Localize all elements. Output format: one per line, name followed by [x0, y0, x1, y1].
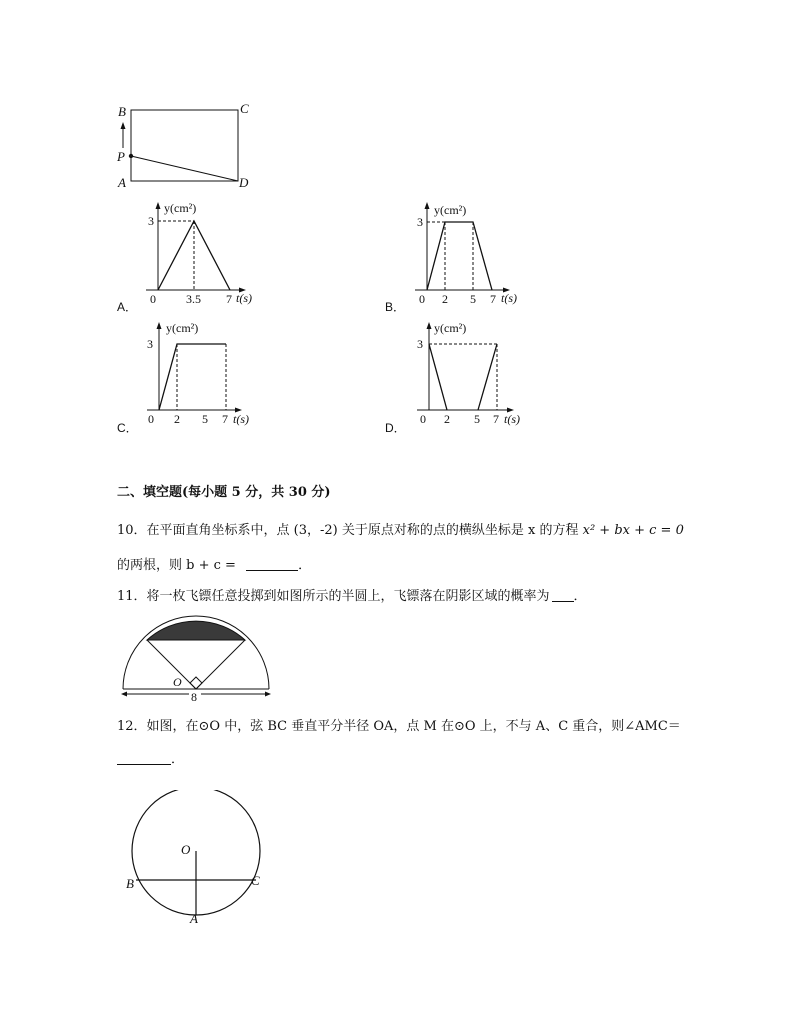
label-A: A: [118, 175, 126, 190]
label-C: C: [240, 101, 249, 116]
graph-D-tick-0: 0: [420, 412, 426, 426]
graph-C: [142, 318, 272, 430]
graph-B-line: [427, 222, 492, 290]
graph-D-line-left: [429, 344, 447, 410]
graph-D-xlabel: t(s): [504, 412, 520, 426]
q10-end: ．: [298, 558, 312, 573]
question-11: [117, 587, 587, 606]
graph-C-xlabel: t(s): [233, 412, 249, 426]
semicircle-length: 8: [191, 690, 197, 704]
semicircle-label-O: O: [173, 675, 182, 689]
graph-C-ylabel: y(cm²): [166, 321, 199, 335]
graph-C-tick-2: 5: [202, 412, 208, 426]
graph-B-tick-3: 7: [490, 292, 496, 306]
graph-C-tick-3: 7: [222, 412, 228, 426]
graph-B: [410, 198, 540, 310]
option-A-label: A．: [117, 300, 138, 314]
graph-C-tick-1: 2: [174, 412, 180, 426]
question-12-line-2: [117, 750, 184, 769]
graph-C-line: [159, 344, 226, 410]
graph-C-ymax: 3: [147, 337, 153, 351]
label-B: B: [118, 104, 126, 119]
graph-B-tick-2: 5: [470, 292, 476, 306]
option-C-label: C．: [117, 421, 138, 435]
option-D-label: D．: [385, 421, 406, 435]
graph-D-tick-1: 2: [444, 412, 450, 426]
graph-B-ylabel: y(cm²): [434, 203, 467, 217]
graph-D-line-right: [478, 344, 497, 410]
graph-D-tick-3: 7: [493, 412, 499, 426]
label-P: P: [117, 149, 125, 164]
question-12: [117, 718, 681, 736]
circle-label-A: A: [190, 911, 198, 926]
graph-A: [142, 198, 282, 310]
rectangle-figure: [110, 98, 270, 193]
semicircle-figure: [115, 612, 277, 704]
q11-text: 11．将一枚飞镖任意投掷到如图所示的半圆上，飞镖落在阴影区域的概率为: [117, 589, 550, 604]
q10-answer-blank[interactable]: [246, 556, 298, 571]
graph-B-tick-1: 2: [442, 292, 448, 306]
graph-B-ymax: 3: [417, 215, 423, 229]
graph-A-xlabel: t(s): [236, 291, 252, 305]
q12-answer-blank[interactable]: [117, 750, 171, 765]
circle-label-B: B: [126, 876, 134, 891]
graph-B-xlabel: t(s): [501, 291, 517, 305]
option-B-label: B．: [385, 300, 406, 314]
q12-end: ．: [171, 752, 185, 767]
graph-D-ymax: 3: [417, 337, 423, 351]
graph-C-tick-0: 0: [148, 412, 154, 426]
graph-A-tick-1: 3.5: [186, 292, 201, 306]
q12-text: 12．如图，在⊙O 中，弦 BC 垂直平分半径 OA，点 M 在⊙O 上，不与 A、C 重合，则∠AMC＝: [117, 719, 681, 734]
question-10-line-2: [117, 556, 311, 575]
section-2-heading: 二、填空题(每小题 5 分，共 30 分): [117, 485, 331, 500]
q10-equation: x² + bx + c = 0: [582, 523, 684, 538]
circle-figure: [120, 790, 280, 930]
q11-end: ．: [573, 589, 587, 604]
circle-label-C: C: [251, 873, 260, 888]
circle-label-O: O: [181, 842, 191, 857]
q10-text: 10．在平面直角坐标系中，点 (3，-2) 关于原点对称的点的横纵坐标是 x 的方程: [117, 523, 583, 538]
graph-D-tick-2: 5: [474, 412, 480, 426]
graph-D: [410, 318, 540, 430]
graph-B-tick-0: 0: [419, 292, 425, 306]
q10-text-2: 的两根，则 b + c =: [117, 558, 241, 573]
graph-A-tick-2: 7: [226, 292, 232, 306]
graph-A-tick-0: 0: [150, 292, 156, 306]
graph-A-ylabel: y(cm²): [164, 201, 197, 215]
graph-A-ymax: 3: [148, 214, 154, 228]
graph-D-ylabel: y(cm²): [434, 321, 467, 335]
label-D: D: [239, 175, 249, 190]
question-10-line-1: [117, 522, 684, 540]
q11-answer-blank[interactable]: [552, 587, 574, 602]
